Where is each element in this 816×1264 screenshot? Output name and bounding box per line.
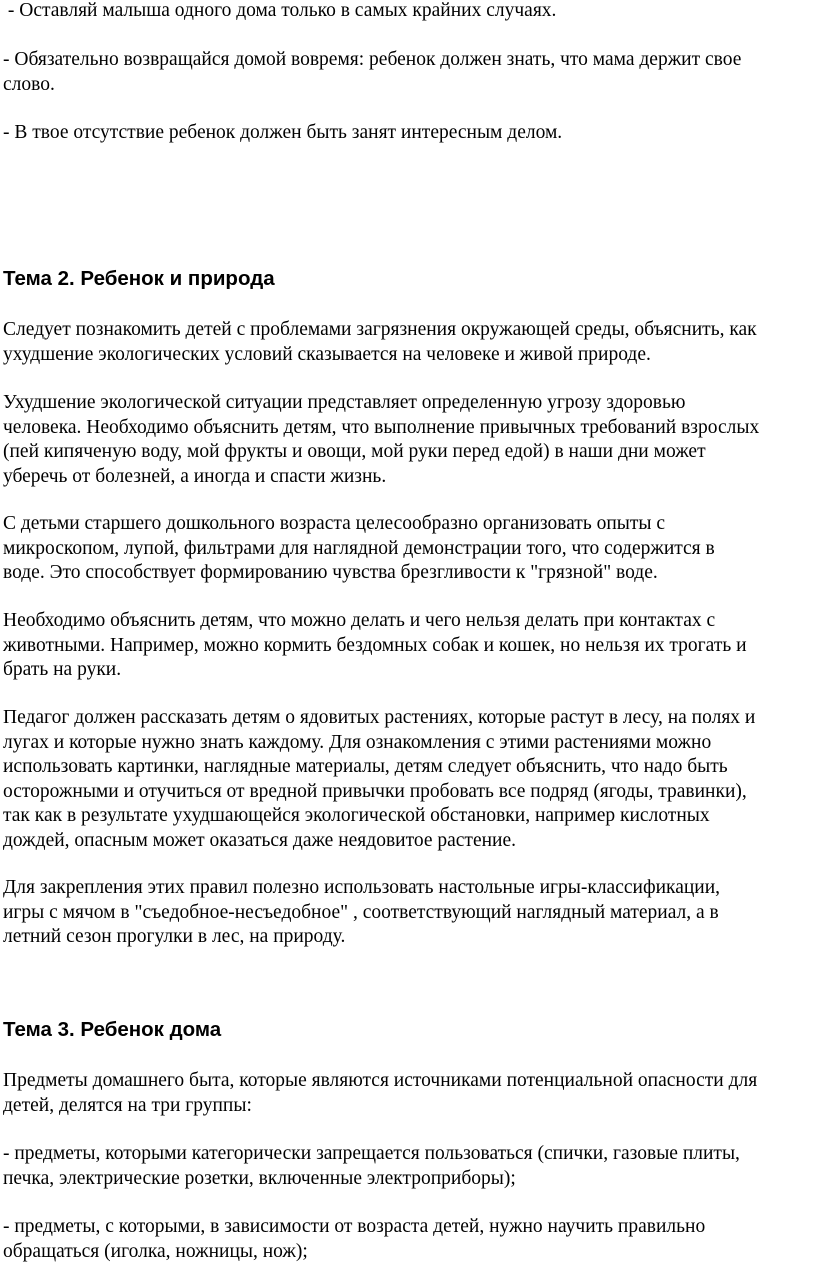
list-item-forbidden-items: - предметы, которыми категорически запрещается пользоваться (спички, газовые плиты, печка, электрические розетки, включенные электроприборы); (3, 1143, 740, 1189)
paragraph-household-items: Предметы домашнего быта, которые являются источниками потенциальной опасности для детей, делятся на три группы: (3, 1070, 758, 1116)
paragraph-return-on-time: - Обязательно возвращайся домой вовремя: ребенок должен знать, что мама держит свое слово. (3, 49, 742, 95)
paragraph-ecology-health: Ухудшение экологической ситуации представляет определенную угрозу здоровью человека. Необходимо объяснить детям, что выполнение привычных требований взрослых (пей кипяченую воду, мой фрукты и овощи, мой руки перед едой) в наши дни может уберечь от болезней, а иногда и спасти жизнь. (3, 392, 760, 487)
paragraph-pollution: Следует познакомить детей с проблемами загрязнения окружающей среды, объяснить, как ухудшение экологических условий сказывается на человеке и живой природе. (3, 319, 757, 365)
paragraph-busy-child: - В твое отсутствие ребенок должен быть занят интересным делом. (3, 122, 563, 143)
paragraph-games: Для закрепления этих правил полезно использовать настольные игры-классификации, игры с мячом в "съедобное-несъедобное" , соответствующий наглядный материал, а в летний сезон прогулки в лес, на природу. (3, 877, 721, 947)
list-item-handle-properly: - предметы, с которыми, в зависимости от возраста детей, нужно научить правильно обращаться (иголка, ножницы, нож); (3, 1216, 706, 1262)
paragraph-poisonous-plants: Педагог должен рассказать детям о ядовитых растениях, которые растут в лесу, на полях и лугах и которые нужно знать каждому. Для ознакомления с этими растениями можно использовать картинки, наглядные материалы, детям следует объяснить, что надо быть осторожными и отучиться от вредной привычки пробовать все подряд (ягоды, травинки), так как в результате ухудшающейся экологической обстановки, например кислотных дождей, опасным может оказаться даже неядовитое растение. (3, 707, 756, 851)
paragraph-experiments: С детьми старшего дошкольного возраста целесообразно организовать опыты с микроскопом, лупой, фильтрами для наглядной демонстрации того, что содержится в воде. Это способствует формированию чувства брезгливости к "грязной" воде. (3, 513, 715, 583)
heading-topic-3: Тема 3. Ребенок дома (3, 1018, 222, 1041)
heading-topic-2: Тема 2. Ребенок и природа (3, 267, 275, 290)
paragraph-animals: Необходимо объяснить детям, что можно делать и чего нельзя делать при контактах с животными. Например, можно кормить бездомных собак и кошек, но нельзя их трогать и брать на руки. (3, 610, 747, 680)
paragraph-stay-home: - Оставляй малыша одного дома только в самых крайних случаях. (3, 0, 557, 21)
